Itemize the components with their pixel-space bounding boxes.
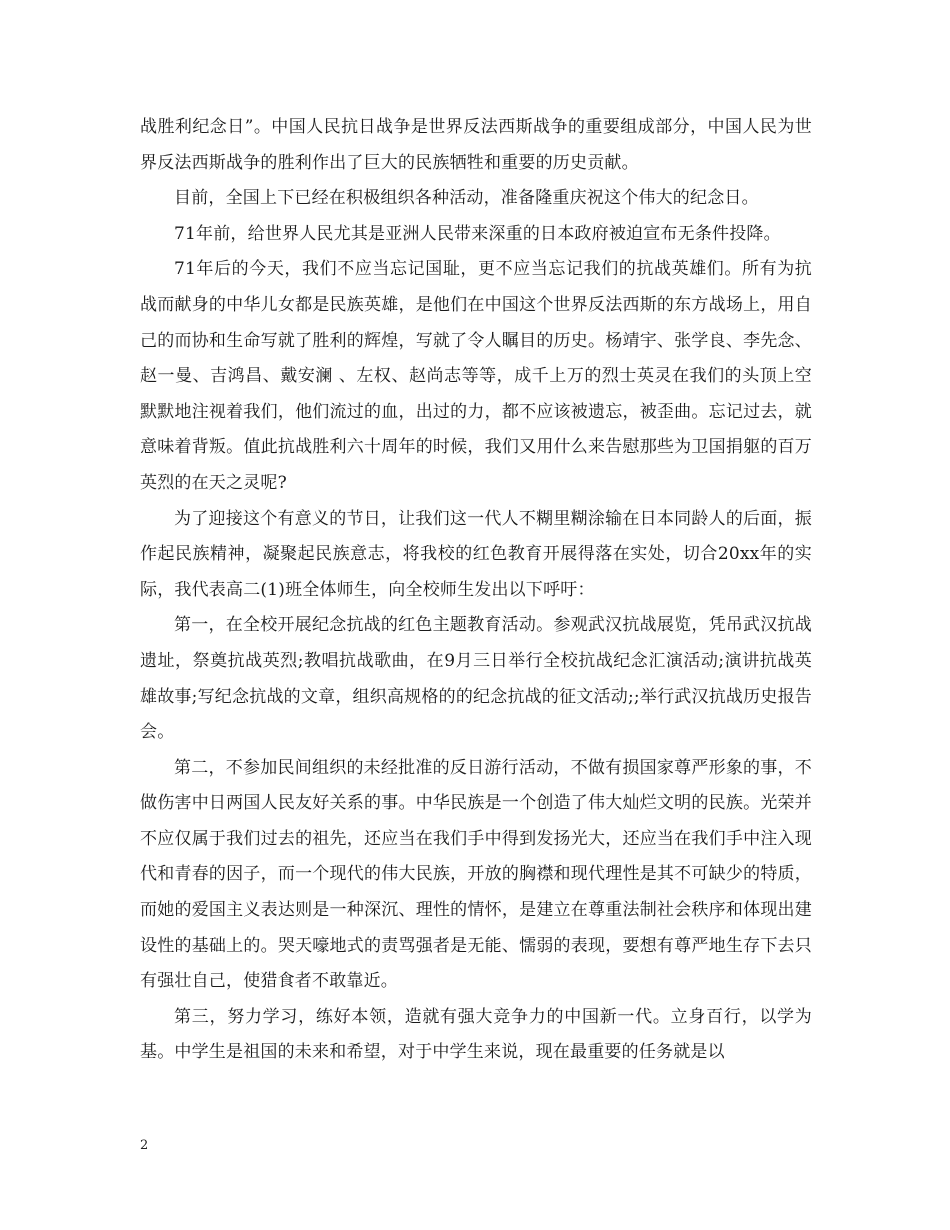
paragraph-heroes: 71年后的今天，我们不应当忘记国耻，更不应当忘记我们的抗战英雄们。所有为抗战而献身的中华儿女都是民族英雄，是他们在中国这个世界反法西斯的东方战场上，用自己的而协和生命写就了胜利的辉煌，写就了令人瞩目的历史。杨靖宇、张学良、李先念、赵一曼、吉鸿昌、戴安澜 、左权、赵尚志等等，成千上万的烈士英灵在我们的头顶上空默默地注视着我们，他们流过的血，出过的力，都不应该被遗忘，被歪曲。忘记过去，就意味着背叛。值此抗战胜利六十周年的时候，我们又用什么来告慰那些为卫国捐躯的百万英烈的在天之灵呢?: [140, 259, 812, 493]
paragraph-preparations: 目前，全国上下已经在积极组织各种活动，准备隆重庆祝这个伟大的纪念日。: [174, 188, 759, 209]
page-number: 2: [140, 1138, 149, 1153]
paragraph-surrender: 71年前，给世界人民尤其是亚洲人民带来深重的日本政府被迫宣布无条件投降。: [174, 223, 781, 244]
document-body: [140, 110, 812, 1071]
paragraph-third-point: 第三，努力学习，练好本领，造就有强大竞争力的中国新一代。立身百行，以学为基。中学生是祖国的未来和希望，对于中学生来说，现在最重要的任务就是以: [140, 1006, 812, 1063]
paragraph-second-point: 第二，不参加民间组织的未经批准的反日游行活动，不做有损国家尊严形象的事，不做伤害中日两国人民友好关系的事。中华民族是一个创造了伟大灿烂文明的民族。光荣并不应仅属于我们过去的祖先，还应当在我们手中得到发扬光大，还应当在我们手中注入现代和青春的因子，而一个现代的伟大民族，开放的胸襟和现代理性是其不可缺少的特质，而她的爱国主义表达则是一种深沉、理性的情怀，是建立在尊重法制社会秩序和体现出建设性的基础上的。哭天嚎地式的责骂强者是无能、懦弱的表现，要想有尊严地生存下去只有强壮自己，使猎食者不敢靠近。: [140, 757, 812, 992]
paragraph-continuation: 战胜利纪念日”。中国人民抗日战争是世界反法西斯战争的重要组成部分，中国人民为世界反法西斯战争的胜利作出了巨大的民族牺牲和重要的历史贡献。: [140, 117, 812, 173]
paragraph-appeal: 为了迎接这个有意义的节日，让我们这一代人不糊里糊涂输在日本同龄人的后面，振作起民族精神，凝聚起民族意志，将我校的红色教育开展得落在实处，切合20xx年的实际，我代表高二(1)班全体师生，向全校师生发出以下呼吁：: [140, 508, 812, 600]
paragraph-first-point: 第一，在全校开展纪念抗战的红色主题教育活动。参观武汉抗战展览，凭吊武汉抗战遗址，祭奠抗战英烈;教唱抗战歌曲，在9月三日举行全校抗战纪念汇演活动;演讲抗战英雄故事;写纪念抗战的文章，组织高规格的的纪念抗战的征文活动;;举行武汉抗战历史报告会。: [140, 615, 812, 743]
